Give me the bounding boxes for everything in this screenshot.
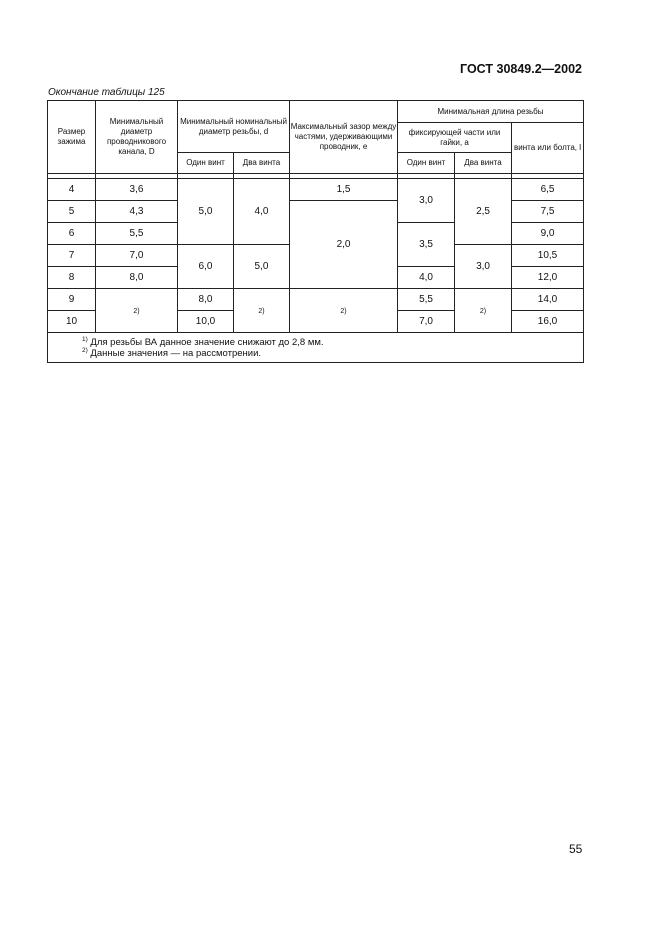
cell-l: 12,0 <box>512 267 584 289</box>
cell-l: 14,0 <box>512 289 584 311</box>
header-min-diameter: Минимальный диаметр проводникового канала, D <box>96 101 178 174</box>
cell-d-one: 10,0 <box>178 311 234 333</box>
cell-a-one: 3,0 <box>398 179 455 223</box>
document-code: ГОСТ 30849.2—2002 <box>460 62 582 76</box>
header-min-thread: Минимальный номинальный диаметр резьбы, d <box>178 101 290 153</box>
cell-l: 16,0 <box>512 311 584 333</box>
cell-size: 9 <box>48 289 96 311</box>
cell-diameter <box>96 289 178 333</box>
header-two-screws: Два винта <box>234 153 290 174</box>
header-two-screws-b: Два винта <box>455 153 512 174</box>
cell-d-two <box>234 289 290 333</box>
cell-l: 7,5 <box>512 201 584 223</box>
cell-diameter: 3,6 <box>96 179 178 201</box>
header-screw-bolt: винта или болта, l <box>512 123 584 174</box>
cell-gap: 2,0 <box>290 201 398 289</box>
cell-diameter: 5,5 <box>96 223 178 245</box>
cell-a-one: 4,0 <box>398 267 455 289</box>
header-fixing-part: фиксирующей части или гайки, a <box>398 123 512 153</box>
cell-size: 10 <box>48 311 96 333</box>
cell-a-two <box>455 289 512 333</box>
header-max-gap: Максимальный зазор между частями, удерживающими проводник, e <box>290 101 398 174</box>
cell-d-one: 8,0 <box>178 289 234 311</box>
cell-diameter: 7,0 <box>96 245 178 267</box>
footnote-1: $^{1)}$ Для резьбы ВА данное значение снижают до 2,8 мм. <box>82 335 324 348</box>
cell-size: 6 <box>48 223 96 245</box>
header-size: Размер зажима <box>48 101 96 174</box>
cell-diameter: 4,3 <box>96 201 178 223</box>
cell-size: 5 <box>48 201 96 223</box>
cell-d-one: 6,0 <box>178 245 234 289</box>
cell-a-two: 2,5 <box>455 179 512 245</box>
footnote-ref: 2) <box>133 308 140 315</box>
cell-d-two: 5,0 <box>234 245 290 289</box>
cell-l: 9,0 <box>512 223 584 245</box>
cell-gap: 1,5 <box>290 179 398 201</box>
header-one-screw-b: Один винт <box>398 153 455 174</box>
specs-table <box>47 100 584 363</box>
cell-size: 7 <box>48 245 96 267</box>
table-row <box>48 289 584 311</box>
cell-a-one: 7,0 <box>398 311 455 333</box>
table-caption: Окончание таблицы 125 <box>48 87 165 98</box>
cell-size: 8 <box>48 267 96 289</box>
footnote-ref: 2) <box>479 308 487 315</box>
cell-a-one: 5,5 <box>398 289 455 311</box>
cell-l: 6,5 <box>512 179 584 201</box>
footnote-ref: 2) <box>340 308 347 315</box>
cell-a-two: 3,0 <box>455 245 512 289</box>
table-row <box>48 179 584 201</box>
page-number: 55 <box>569 842 583 856</box>
header-one-screw: Один винт <box>178 153 234 174</box>
cell-d-one: 5,0 <box>178 179 234 245</box>
footnote-2: $^{2)}$ Данные значения — на рассмотрении. <box>82 346 262 359</box>
footnote-ref: 2) <box>258 308 265 315</box>
header-min-length: Минимальная длина резьбы <box>398 101 584 123</box>
cell-l: 10,5 <box>512 245 584 267</box>
table-footnotes <box>48 333 584 363</box>
cell-a-one: 3,5 <box>398 223 455 267</box>
cell-diameter: 8,0 <box>96 267 178 289</box>
cell-size: 4 <box>48 179 96 201</box>
cell-gap <box>290 289 398 333</box>
cell-d-two: 4,0 <box>234 179 290 245</box>
